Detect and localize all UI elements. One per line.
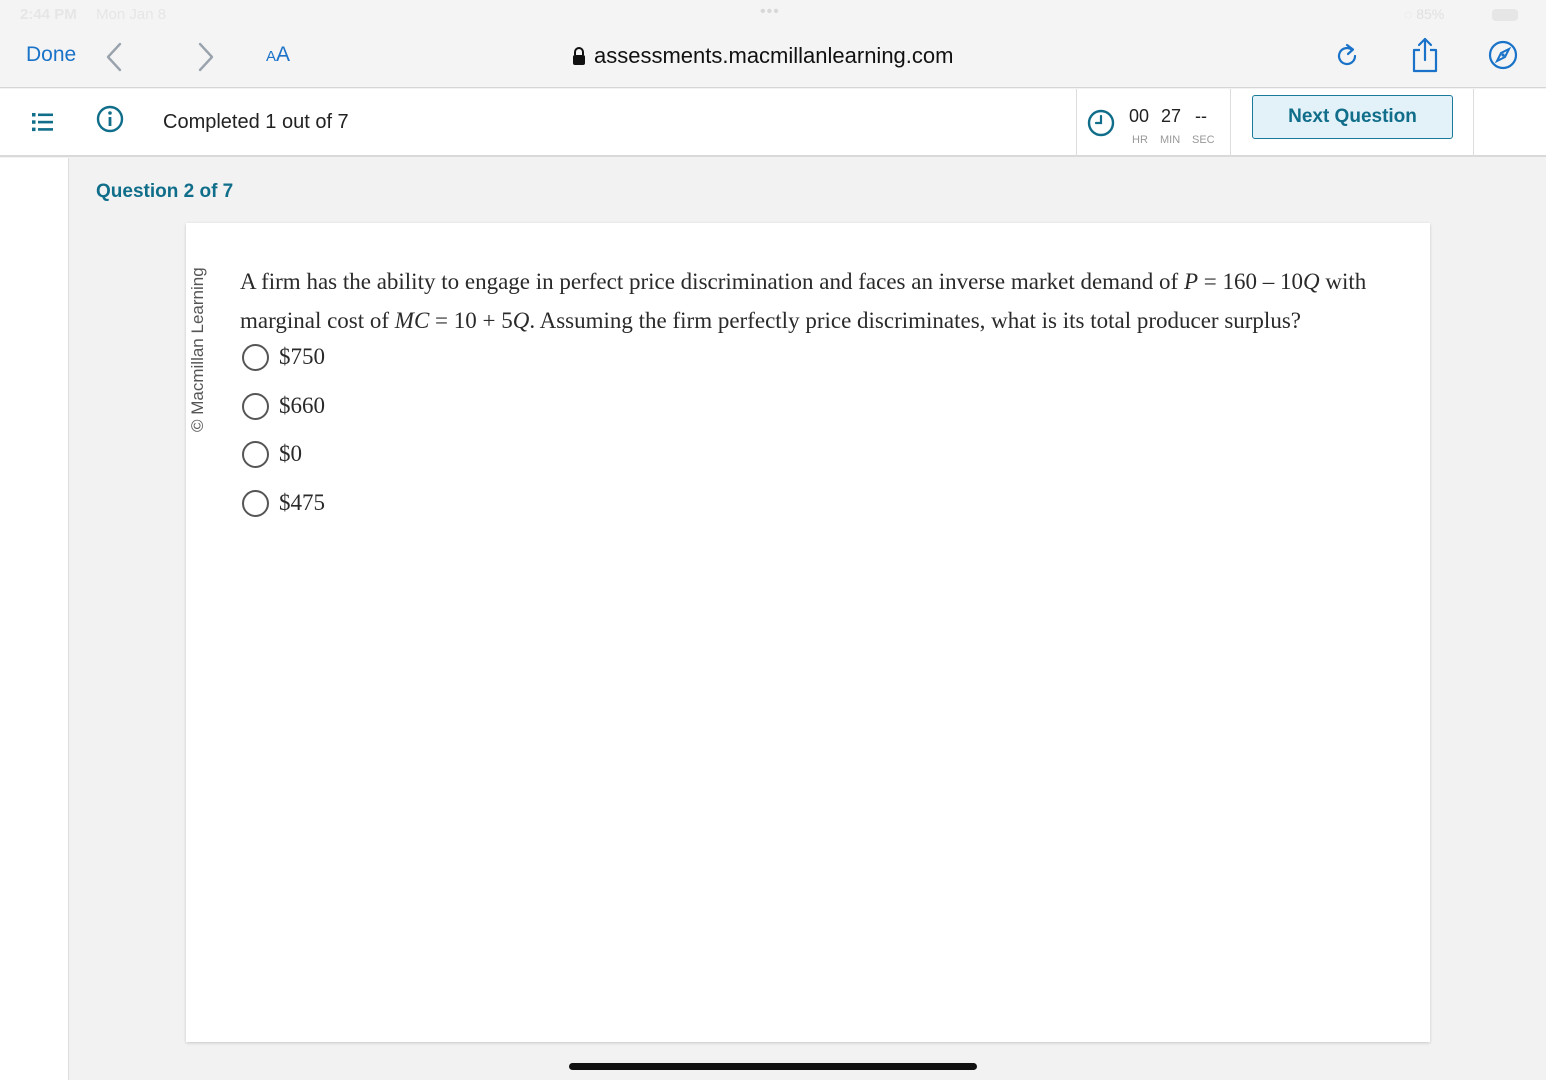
answer-option-label: $660 [279,393,325,418]
prompt-part: with marginal cost of [240,269,1367,333]
question-card [186,223,1430,1042]
variable-q: Q [1302,269,1320,294]
timer-hr-label: HR [1132,134,1148,146]
done-button[interactable]: Done [26,43,77,66]
home-indicator[interactable] [569,1063,977,1070]
address-bar[interactable] [572,41,953,71]
lock-icon [572,47,586,65]
prompt-part: . Assuming the firm perfectly price discriminates, what is its total producer surplus? [529,308,1301,333]
question-list-menu-icon[interactable] [32,111,54,138]
assessment-header [0,89,1546,157]
multitasking-dots-icon[interactable]: ••• [760,3,780,20]
answer-option-label: $475 [279,490,325,515]
answer-option[interactable] [242,488,325,518]
status-date: Mon Jan 8 [96,6,167,23]
compass-icon[interactable] [1488,40,1518,75]
answer-option-label: $750 [279,344,325,369]
timer-minutes: 27 [1161,106,1182,126]
variable-mc: MC [394,308,430,333]
share-icon[interactable] [1410,36,1440,79]
answer-option[interactable] [242,342,325,372]
info-icon[interactable] [96,105,124,138]
answer-option[interactable] [242,391,325,421]
answer-option-label: $0 [279,441,302,466]
prompt-part: A firm has the ability to engage in perfect price discrimination and faces an inverse market demand of [240,269,1184,294]
variable-q: Q [512,308,530,333]
timer-min-label: MIN [1160,134,1181,146]
text-size-button[interactable] [266,43,290,67]
left-rail [0,158,69,1080]
header-divider [1473,89,1474,157]
status-bar [0,0,1546,30]
timer-sec-label: SEC [1192,134,1215,146]
url-text: assessments.macmillanlearning.com [594,43,954,68]
variable-p: P [1183,269,1198,294]
question-prompt [240,262,1400,340]
radio-button[interactable] [242,393,269,420]
battery-text: 85% [1416,6,1445,22]
back-chevron-icon[interactable] [102,40,128,74]
timer [1076,89,1231,157]
clock-icon [1087,109,1115,142]
reload-icon[interactable] [1334,42,1362,75]
completion-progress: Completed 1 out of 7 [163,111,349,133]
battery-icon [1492,9,1518,21]
battery-percent [1404,6,1444,22]
answer-option[interactable] [242,439,302,469]
forward-chevron-icon[interactable] [192,40,218,74]
next-question-button[interactable]: Next Question [1252,95,1453,139]
browser-toolbar [0,30,1546,88]
prompt-part: = 10 + 5 [429,308,513,333]
wifi-icon: ◌ [1404,6,1413,22]
radio-button[interactable] [242,490,269,517]
copyright-notice: © Macmillan Learning [188,267,207,432]
radio-button[interactable] [242,344,269,371]
timer-seconds: -- [1195,106,1207,126]
text-size-big-glyph: A [276,43,291,66]
status-time: 2:44 PM [20,6,77,23]
prompt-part: = 160 – 10 [1198,269,1303,294]
question-number-label: Question 2 of 7 [96,181,234,202]
text-size-small-glyph: A [266,48,277,65]
radio-button[interactable] [242,441,269,468]
timer-hours: 00 [1129,106,1150,126]
